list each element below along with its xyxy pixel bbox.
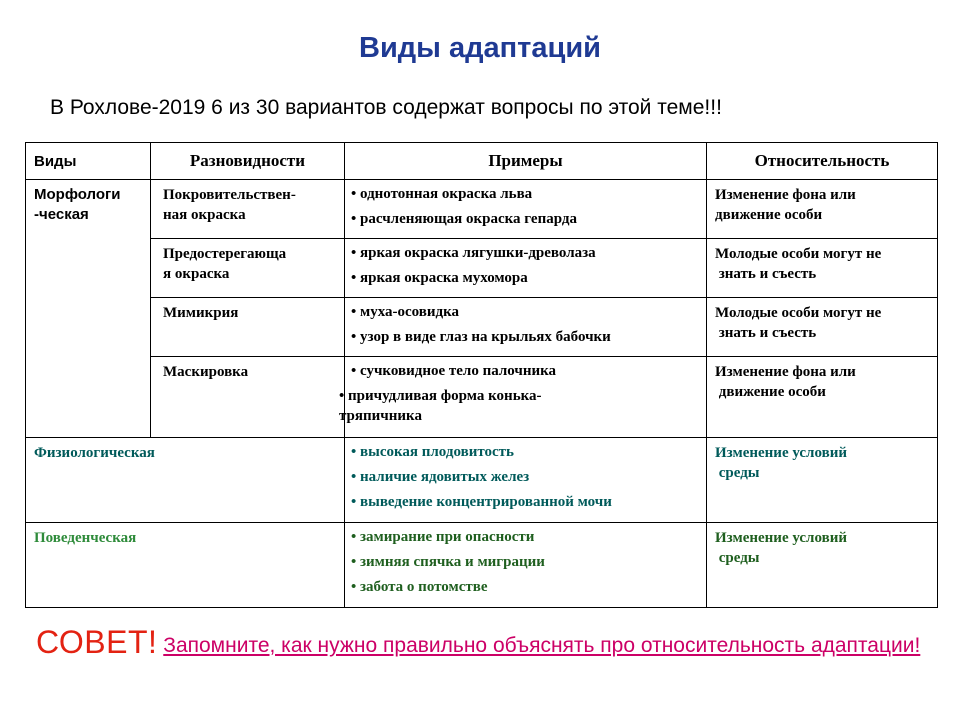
rel-warning: Молодые особи могут не знать и съесть — [715, 246, 882, 282]
table-header-row — [26, 143, 938, 180]
example-item: • выведение концентрированной мочи — [351, 494, 612, 510]
adaptations-table — [25, 142, 938, 608]
rel-beh: Изменение условий среды — [715, 530, 847, 566]
phys-vid-label: Физиологическая — [34, 445, 155, 461]
beh-vid-label: Поведенческая — [34, 530, 137, 546]
table-row — [26, 239, 938, 298]
example-item: • зимняя спячка и миграции — [351, 554, 545, 570]
example-item-text: • причудливая форма конька- тряпичника — [339, 388, 542, 424]
rel-mimicry: Молодые особи могут не знать и съесть — [715, 305, 882, 341]
morph-vid-cell — [26, 180, 151, 438]
table-row — [26, 438, 938, 523]
table-row — [26, 180, 938, 239]
example-item — [339, 386, 702, 426]
example-item: • забота о потомстве — [351, 579, 488, 595]
rel-protective: Изменение фона или движение особи — [715, 187, 856, 223]
table-row — [26, 298, 938, 357]
morph-vid-label: Морфологи -ческая — [34, 186, 121, 223]
rel-phys: Изменение условий среды — [715, 445, 847, 481]
example-item: • высокая плодовитость — [351, 444, 514, 460]
example-item: • однотонная окраска льва — [351, 186, 533, 202]
advice-block — [36, 624, 936, 660]
header-otnositelnost: Относительность — [707, 143, 938, 180]
example-item: • яркая окраска лягушки-древолаза — [351, 245, 596, 261]
raz-masking: Маскировка — [163, 364, 249, 380]
advice-label: СОВЕТ! — [36, 624, 158, 660]
header-raznovidnosti: Разновидности — [151, 143, 345, 180]
example-item: • замирание при опасности — [351, 529, 535, 545]
example-item: • расчленяющая окраска гепарда — [351, 211, 577, 227]
example-item: • узор в виде глаз на крыльях бабочки — [351, 329, 611, 345]
rel-masking: Изменение фона или движение особи — [715, 364, 856, 400]
example-item: • наличие ядовитых желез — [351, 469, 530, 485]
table-row — [26, 357, 938, 438]
header-primery: Примеры — [345, 143, 707, 180]
subtitle: В Рохлове-2019 6 из 30 вариантов содержат вопросы по этой теме!!! — [50, 96, 722, 119]
table-row — [26, 523, 938, 608]
header-vidy: Виды — [26, 143, 151, 180]
advice-text: Запомните, как нужно правильно объяснять про относительность адаптации! — [163, 634, 921, 657]
example-item: • муха-осовидка — [351, 304, 460, 320]
example-item: • сучковидное тело палочника — [351, 363, 557, 379]
raz-protective: Покровительствен- ная окраска — [163, 187, 296, 223]
raz-mimicry: Мимикрия — [163, 305, 239, 321]
raz-warning: Предостерегающа я окраска — [163, 246, 287, 282]
page-title: Виды адаптаций — [359, 32, 601, 64]
example-item: • яркая окраска мухомора — [351, 270, 528, 286]
